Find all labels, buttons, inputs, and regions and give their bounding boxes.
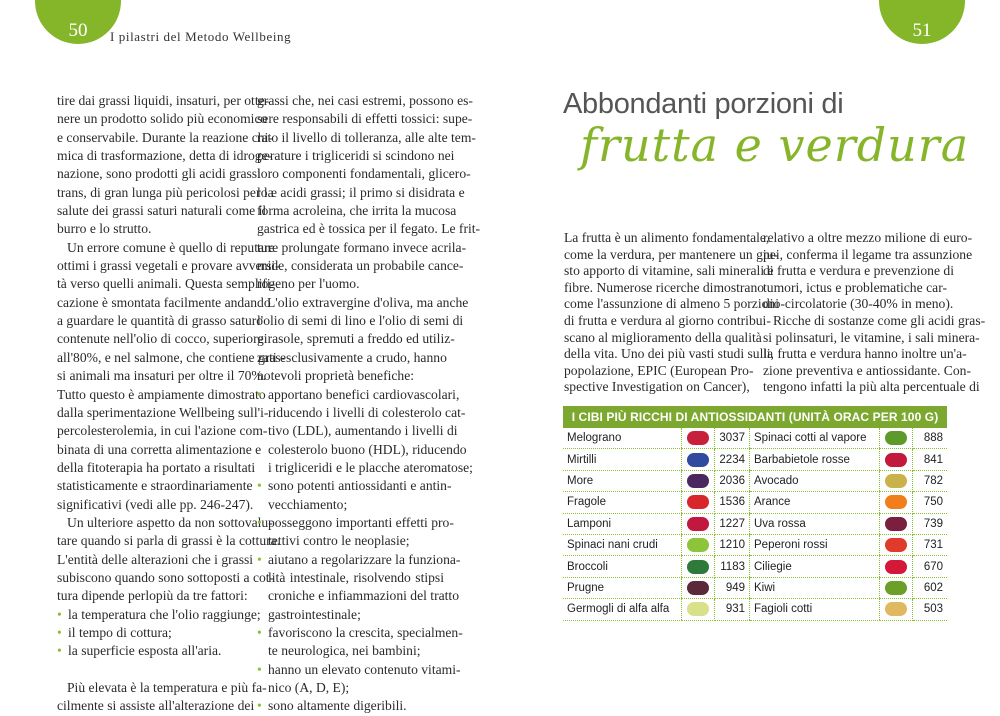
broccoli-icon	[687, 560, 709, 574]
bullet-item	[257, 514, 454, 551]
paragraph	[763, 312, 986, 396]
table-row	[563, 534, 947, 555]
text-line: • la superficie esposta all'aria.	[57, 642, 244, 660]
table-row	[563, 428, 947, 449]
text-line: gastrointestinale;	[268, 606, 361, 622]
raspberry-icon	[687, 517, 709, 531]
text-line: Tutto questo è ampiamente dimostrato	[57, 386, 266, 402]
text-line: come la verdura, per mantenere un giu-	[564, 246, 779, 262]
kiwi-icon	[885, 581, 907, 595]
title-line-1: Abbondanti porzioni di	[563, 88, 844, 120]
orac-value: 949	[715, 577, 750, 598]
paragraph	[257, 92, 481, 294]
text-line: scano al miglioramento della qualità	[564, 329, 762, 345]
table-row	[563, 599, 947, 620]
running-head: I pilastri del Metodo Wellbeing	[110, 29, 292, 44]
orac-value: 888	[913, 428, 948, 449]
text-line: salute dei grassi saturi naturali come il	[57, 203, 267, 219]
food-name: Spinaci nani crudi	[563, 534, 682, 555]
text-line: • la temperatura che l'olio raggiunge;	[57, 606, 244, 624]
right-page-column-2	[763, 230, 986, 396]
paragraph	[57, 239, 286, 514]
text-line: rato il livello di tolleranza, alle alte tem-	[257, 129, 476, 145]
food-name: More	[563, 470, 682, 491]
text-line: burro e lo strutto.	[57, 221, 152, 237]
text-line: Ricche di sostanze come gli acidi gras-	[773, 312, 986, 328]
orac-value: 841	[913, 449, 948, 470]
food-name: Lamponi	[563, 513, 682, 534]
text-line: tare quando si parla di grassi è la cottura.	[57, 533, 281, 549]
text-line: • apportano benefici cardiovascolari,	[257, 386, 444, 404]
text-line: lo e acidi grassi; il primo si disidrata e	[257, 184, 465, 200]
food-image-cell	[880, 534, 913, 555]
paragraph	[57, 679, 267, 716]
text-line: zione preventiva e antiossidante. Con-	[763, 362, 971, 378]
orac-value: 670	[913, 556, 948, 577]
food-image-cell	[880, 449, 913, 470]
text-line: loro componenti fondamentali, glicero-	[257, 166, 471, 182]
food-name: Ciliegie	[750, 556, 880, 577]
table-header: I CIBI PIÙ RICCHI DI ANTIOSSIDANTI (UNITÀ ORAC PER 100 G)	[563, 406, 947, 428]
text-line: Un ulteriore aspetto da non sottovalu-	[67, 514, 273, 530]
title-line-2: frutta e verdura	[580, 118, 970, 172]
paragraph	[564, 230, 779, 396]
text-line: tivo (LDL), aumentando i livelli di	[268, 423, 458, 439]
spinach-icon	[885, 431, 907, 445]
text-line: della fitoterapia ha portato a risultati	[57, 459, 256, 475]
text-line: si polinsaturi, le vitamine, i sali minera-	[763, 329, 980, 345]
text-line: ottimi i grassi vegetali e provare avversi-	[57, 258, 280, 274]
food-image-cell	[880, 556, 913, 577]
text-line: La frutta è un alimento fondamentale,	[564, 230, 770, 245]
text-line: girasole, spremuti a freddo ed utiliz-	[257, 331, 455, 347]
text-line: forma acroleina, che irrita la mucosa	[257, 203, 457, 219]
text-line: vecchiamento;	[268, 496, 348, 512]
orac-value: 1183	[715, 556, 750, 577]
food-image-cell	[682, 492, 715, 513]
strawberry-icon	[687, 495, 709, 509]
text-line: pei, conferma il legame tra assunzione	[763, 246, 973, 262]
text-line: relativo a oltre mezzo milione di euro-	[763, 230, 973, 245]
food-name: Prugne	[563, 577, 682, 598]
text-line: trans, di gran lunga più pericolosi per la	[57, 184, 274, 200]
food-name: Germogli di alfa alfa	[563, 599, 682, 620]
text-line: li, frutta e verdura hanno inoltre un'a-	[763, 346, 967, 362]
food-image-cell	[682, 599, 715, 620]
paragraph-gap	[57, 661, 244, 679]
text-line: tà verso quelli animali. Questa semplifi-	[57, 276, 276, 292]
text-line: • posseggono importanti effetti pro-	[257, 514, 444, 532]
text-line: binata di una corretta alimentazione e	[57, 441, 262, 457]
bullet-item	[257, 551, 461, 624]
text-line: lità intestinale, risolvendo stipsi	[268, 569, 444, 585]
table-row	[563, 513, 947, 534]
orac-value: 1227	[715, 513, 750, 534]
food-name: Kiwi	[750, 577, 880, 598]
text-line: • hanno un elevato contenuto vitami-	[257, 661, 444, 679]
text-line: nere un prodotto solido più economico	[57, 111, 268, 127]
food-name: Mirtilli	[563, 449, 682, 470]
text-line: di frutta e verdura al giorno contribui-	[564, 312, 771, 328]
text-line: tura dipende perlopiù da tre fattori:	[57, 588, 248, 604]
orac-value: 2234	[715, 449, 750, 470]
orac-value: 782	[913, 470, 948, 491]
text-line: all'80%, e nel salmone, che contiene gras-	[57, 349, 286, 365]
text-line: tengono infatti la più alta percentuale di	[763, 379, 980, 395]
page-number-right: 51	[912, 20, 932, 41]
text-line: Un errore comune è quello di reputare	[67, 239, 275, 255]
pomegranate-icon	[687, 431, 709, 445]
text-line: dalla sperimentazione Wellbeing sull'i-	[57, 404, 269, 420]
food-image-cell	[682, 513, 715, 534]
food-image-cell	[880, 513, 913, 534]
table-row	[563, 449, 947, 470]
text-line: tettivi contro le neoplasie;	[268, 533, 410, 549]
text-line: nazione, sono prodotti gli acidi grassi	[57, 166, 261, 182]
text-line: • favoriscono la crescita, specialmen-	[257, 624, 444, 642]
bullet-item	[257, 624, 463, 661]
text-line: croniche e infiammazioni del tratto	[268, 588, 459, 604]
food-image-cell	[682, 470, 715, 491]
text-line: cilmente si assiste all'alterazione dei	[57, 698, 255, 714]
right-page-column-1	[564, 230, 779, 396]
table-row	[563, 492, 947, 513]
text-line: riducendo i livelli di colesterolo cat-	[268, 404, 466, 420]
food-name: Avocado	[750, 470, 880, 491]
text-line: Più elevata è la temperatura e più fa-	[67, 680, 267, 695]
text-line: cazione è smontata facilmente andando	[57, 294, 271, 310]
text-line: mica di trasformazione, detta di idroge-	[57, 148, 273, 164]
text-line: spective Investigation on Cancer),	[564, 379, 750, 395]
paragraph	[57, 92, 274, 239]
food-name: Broccoli	[563, 556, 682, 577]
text-line: • il tempo di cottura;	[57, 624, 244, 642]
food-image-cell	[682, 534, 715, 555]
table-row	[563, 556, 947, 577]
food-name: Arance	[750, 492, 880, 513]
left-page-column-2	[257, 92, 481, 716]
orac-value: 2036	[715, 470, 750, 491]
text-line: nico (A, D, E);	[268, 680, 350, 695]
text-line: sto apporto di vitamine, sali minerali e	[564, 263, 774, 279]
text-line: i trigliceridi e le placche ateromatose;	[268, 459, 473, 475]
food-name: Uva rossa	[750, 513, 880, 534]
plum-icon	[687, 581, 709, 595]
text-line: statisticamente e straordinariamente	[57, 478, 253, 494]
text-line: colesterolo buono (HDL), riducendo	[268, 441, 467, 457]
text-line: si animali ma insaturi per oltre il 70%.	[57, 368, 267, 384]
food-name: Fagioli cotti	[750, 599, 880, 620]
grape-icon	[885, 517, 907, 531]
food-name: Peperoni rossi	[750, 534, 880, 555]
bullet-item	[257, 386, 473, 478]
left-page-column-1	[57, 92, 286, 716]
text-line: • aiutano a regolarizzare la funziona-	[257, 551, 444, 569]
orac-value: 731	[913, 534, 948, 555]
blueberry-icon	[687, 453, 709, 467]
beans-icon	[885, 602, 907, 616]
food-image-cell	[880, 428, 913, 449]
bullet-item	[57, 606, 261, 624]
paragraph	[257, 294, 469, 386]
bullet-item	[57, 624, 244, 642]
text-line: gastrica ed è tossica per il fegato. Le frit-	[257, 221, 481, 237]
orac-value: 739	[913, 513, 948, 534]
text-line: zati esclusivamente a crudo, hanno	[257, 349, 447, 365]
bullet-item	[257, 661, 461, 698]
text-line: ture prolungate formano invece acrila-	[257, 239, 467, 255]
table-row	[563, 577, 947, 598]
paragraph	[57, 514, 281, 606]
text-line: L'olio extravergine d'oliva, ma anche	[267, 294, 469, 310]
orac-value: 503	[913, 599, 948, 620]
paragraph	[763, 230, 973, 313]
beetroot-icon	[885, 453, 907, 467]
text-line: rogeno per l'uomo.	[257, 276, 360, 292]
text-line: contenute nell'olio di cocco, superiore	[57, 331, 264, 347]
text-line: di frutta e verdura e prevenzione di	[763, 263, 954, 279]
text-line: significativi (vedi alle pp. 246-247).	[57, 496, 254, 512]
food-name: Barbabietole rosse	[750, 449, 880, 470]
food-image-cell	[880, 577, 913, 598]
orac-value: 3037	[715, 428, 750, 449]
food-image-cell	[682, 556, 715, 577]
text-line: tire dai grassi liquidi, insaturi, per otte-	[57, 93, 270, 108]
food-image-cell	[682, 449, 715, 470]
text-line: notevoli proprietà benefiche:	[257, 368, 415, 384]
cherry-icon	[885, 560, 907, 574]
food-image-cell	[880, 492, 913, 513]
spinach-leaf-icon	[687, 538, 709, 552]
sprout-icon	[687, 602, 709, 616]
food-image-cell	[880, 599, 913, 620]
text-line: e conservabile. Durante la reazione chi-	[57, 129, 273, 145]
text-line: grassi che, nei casi estremi, possono es-	[257, 93, 473, 108]
page-number-left: 50	[68, 20, 88, 41]
orange-icon	[885, 495, 907, 509]
text-line: della vita. Uno dei più vasti studi sulla	[564, 346, 774, 362]
text-line: popolazione, EPIC (European Pro-	[564, 362, 754, 378]
text-line: a guardare le quantità di grasso saturo	[57, 313, 264, 329]
text-line: fibre. Numerose ricerche dimostrano	[564, 279, 765, 295]
orac-value: 602	[913, 577, 948, 598]
food-name: Melograno	[563, 428, 682, 449]
blackberry-icon	[687, 474, 709, 488]
bullet-item	[257, 697, 444, 715]
text-line: te neurologica, nei bambini;	[268, 643, 421, 659]
text-line: subiscono quando sono sottoposti a cot-	[57, 569, 275, 585]
antioxidant-table	[563, 406, 947, 621]
orac-value: 1210	[715, 534, 750, 555]
food-image-cell	[880, 470, 913, 491]
text-line: come l'assunzione di almeno 5 porzioni	[564, 296, 779, 312]
avocado-icon	[885, 474, 907, 488]
table-row	[563, 470, 947, 491]
pepper-icon	[885, 538, 907, 552]
bullet-item	[257, 477, 452, 514]
food-name: Spinaci cotti al vapore	[750, 428, 880, 449]
text-line: dio-circolatorie (30-40% in meno).	[763, 296, 954, 312]
text-line: l'olio di semi di lino e l'olio di semi di	[257, 313, 464, 329]
text-line: tumori, ictus e problematiche car-	[763, 279, 947, 295]
text-line: sere responsabili di effetti tossici: supe-	[257, 111, 473, 127]
food-image-cell	[682, 577, 715, 598]
text-line: percolesterolemia, in cui l'azione com-	[57, 423, 268, 439]
food-image-cell	[682, 428, 715, 449]
text-line: • sono altamente digeribili.	[257, 697, 444, 715]
text-line: perature i trigliceridi si scindono nei	[257, 148, 455, 164]
bullet-item	[57, 642, 244, 660]
text-line: • sono potenti antiossidanti e antin-	[257, 477, 444, 495]
text-line: L'entità delle alterazioni che i grassi	[57, 551, 254, 567]
orac-value: 1536	[715, 492, 750, 513]
orac-value: 931	[715, 599, 750, 620]
orac-value: 750	[913, 492, 948, 513]
text-line: mide, considerata un probabile cance-	[257, 258, 464, 274]
food-name: Fragole	[563, 492, 682, 513]
